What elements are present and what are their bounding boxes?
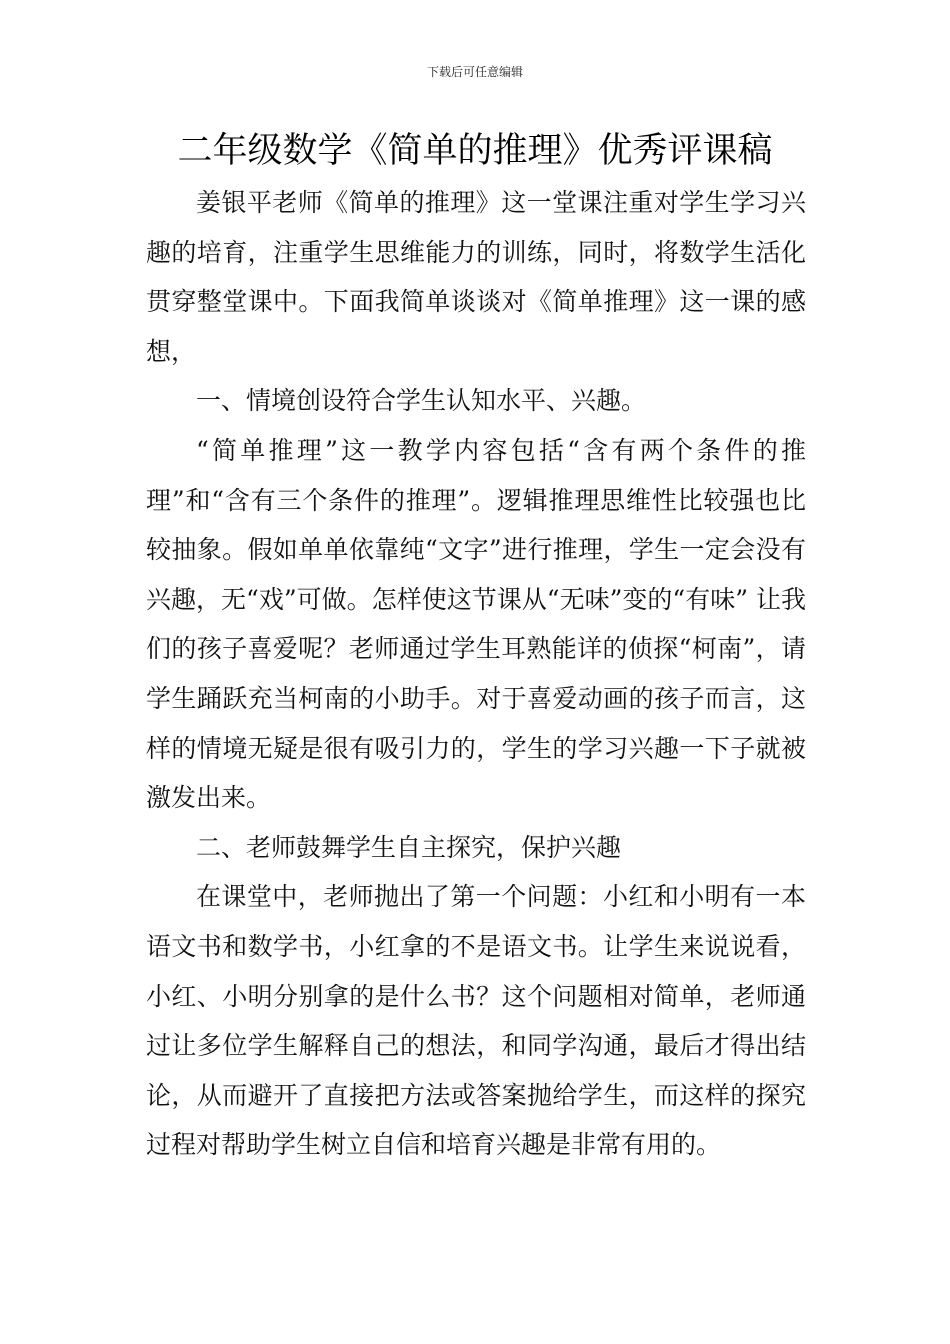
- document-body: [146, 178, 806, 1170]
- section-heading-2: 二、老师鼓舞学生自主探究，保护兴趣: [196, 832, 622, 862]
- paragraph-section-1: “简单推理”这一教学内容包括“含有两个条件的推理”和“含有三个条件的推理”。逻辑推理思维性比较强也比较抽象。假如单单依靠纯“文字”进行推理，学生一定会没有兴趣，无“戏”可做。怎样使这节课从“无味”变的“有味” 让我们的孩子喜爱呢？老师通过学生耳熟能详的侦探“柯南”，请学生踊跃充当柯南的小助手。对于喜爱动画的孩子而言，这样的情境无疑是很有吸引力的，学生的学习兴趣一下子就被激发出来。: [146, 435, 806, 813]
- section-heading-1: 一、情境创设符合学生认知水平、兴趣。: [196, 386, 647, 416]
- document-title: 二年级数学《简单的推理》优秀评课稿: [177, 131, 773, 171]
- paragraph-section-2: 在课堂中，老师抛出了第一个问题：小红和小明有一本语文书和数学书，小红拿的不是语文书。让学生来说说看，小红、小明分别拿的是什么书？这个问题相对简单，老师通过让多位学生解释自己的想法，和同学沟通，最后才得出结论，从而避开了直接把方法或答案抛给学生，而这样的探究过程对帮助学生树立自信和培育兴趣是非常有用的。: [146, 882, 806, 1160]
- page-header-note: 下载后可任意编辑: [426, 65, 523, 79]
- paragraph-intro: 姜银平老师《简单的推理》这一堂课注重对学生学习兴趣的培育，注重学生思维能力的训练，同时，将数学生活化贯穿整堂课中。下面我简单谈谈对《简单推理》这一课的感想，: [146, 188, 806, 366]
